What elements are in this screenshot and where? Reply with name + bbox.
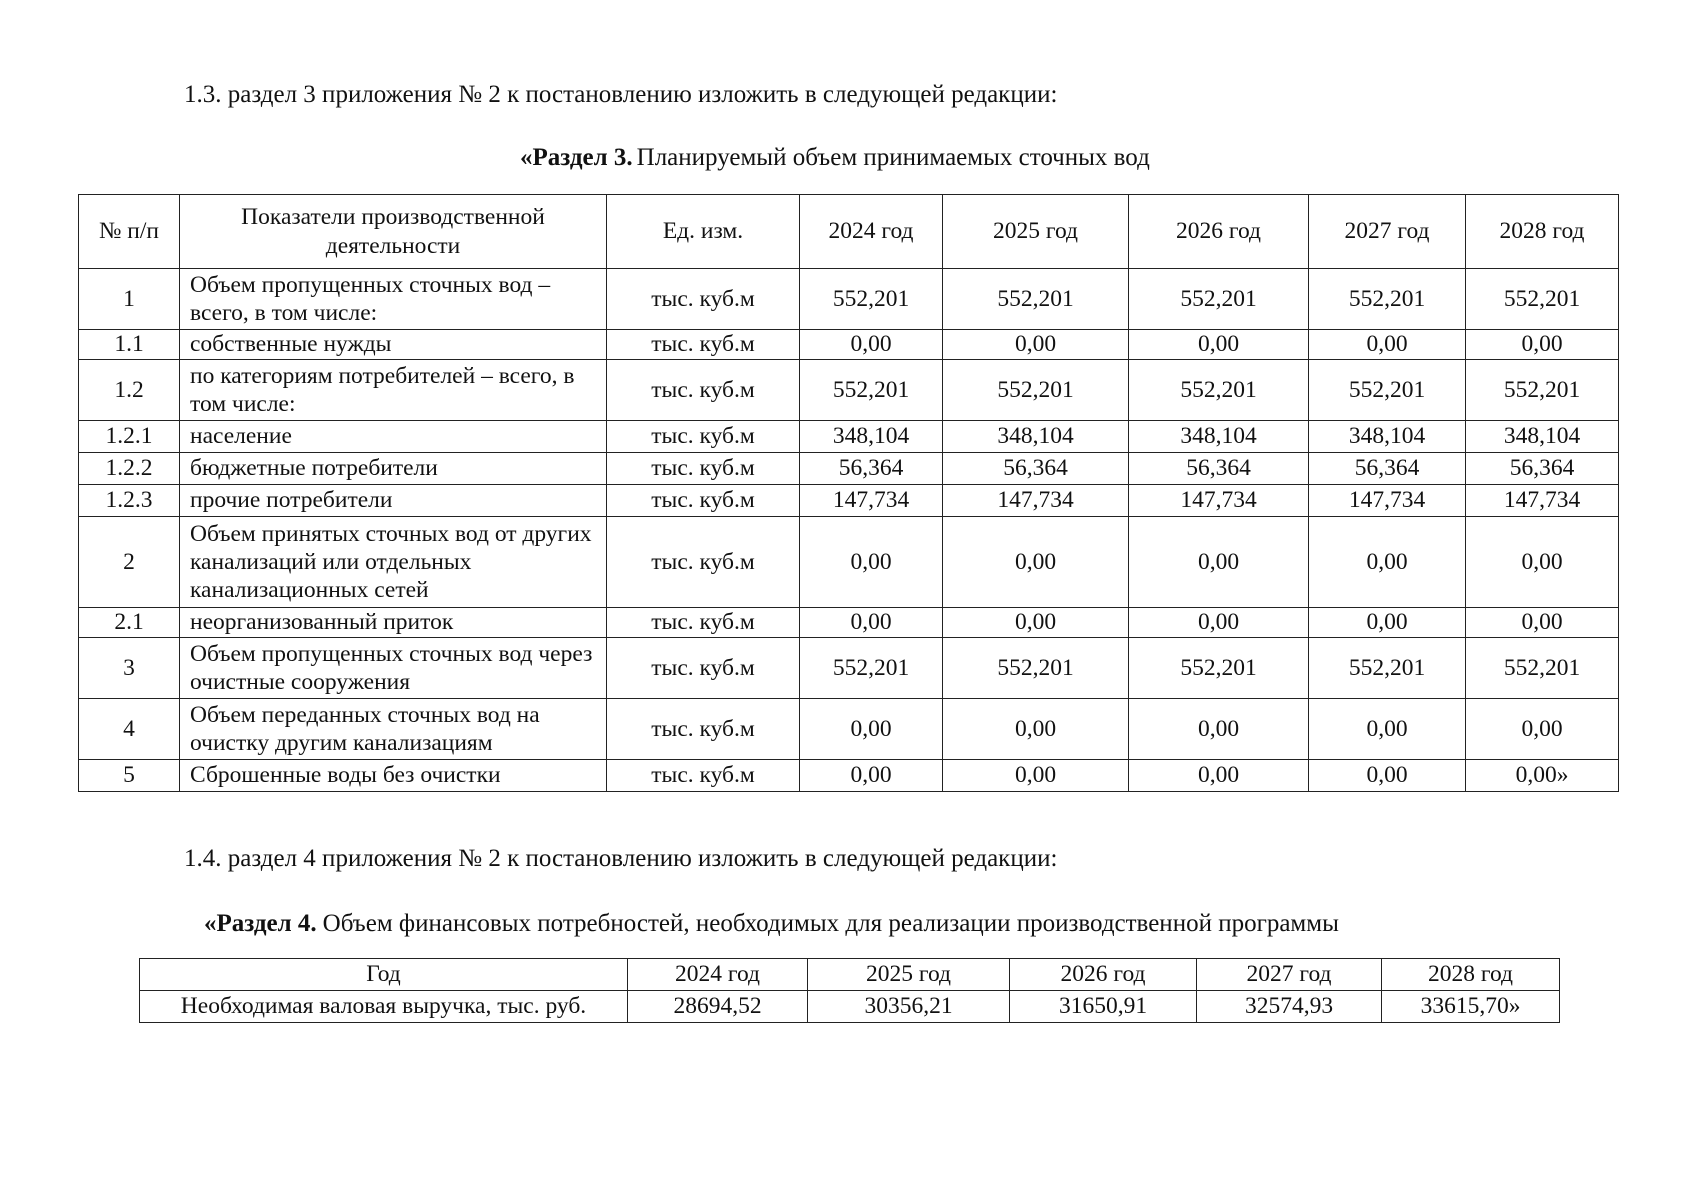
row-number: 1.2.2 <box>79 453 180 485</box>
row-number: 5 <box>79 760 180 792</box>
row-value-2028: 552,201 <box>1466 269 1619 330</box>
row-value-2026: 552,201 <box>1129 638 1309 699</box>
row-value-2025: 56,364 <box>943 453 1129 485</box>
row-value-2028: 0,00 <box>1466 608 1619 638</box>
table4-header-2024: 2024 год <box>628 959 808 991</box>
row-value-2024: 552,201 <box>800 360 943 421</box>
row-value-2024: 0,00 <box>800 330 943 360</box>
row-value-2025: 552,201 <box>943 638 1129 699</box>
row-number: 4 <box>79 699 180 760</box>
row-number: 1.2.3 <box>79 485 180 517</box>
row-value-2027: 348,104 <box>1309 421 1466 453</box>
table-row <box>79 608 1619 638</box>
row-value-2025: 552,201 <box>943 269 1129 330</box>
table4-value-2027: 32574,93 <box>1197 991 1382 1023</box>
row-value-2026: 0,00 <box>1129 517 1309 608</box>
row-number: 1.2.1 <box>79 421 180 453</box>
table-row <box>79 638 1619 699</box>
table3-header-unit: Ед. изм. <box>607 195 800 269</box>
section3-title <box>520 145 1150 170</box>
row-indicator: Объем пропущенных сточных вод через очистные сооружения <box>180 638 607 699</box>
row-unit: тыс. куб.м <box>607 330 800 360</box>
section4-intro: 1.4. раздел 4 приложения № 2 к постановлению изложить в следующей редакции: <box>184 845 1058 872</box>
section4-title-text: Объем финансовых потребностей, необходимых для реализации производственной программы <box>322 910 1339 937</box>
row-value-2027: 552,201 <box>1309 269 1466 330</box>
row-value-2028: 56,364 <box>1466 453 1619 485</box>
row-indicator: неорганизованный приток <box>180 608 607 638</box>
row-value-2027: 147,734 <box>1309 485 1466 517</box>
row-unit: тыс. куб.м <box>607 360 800 421</box>
row-indicator: собственные нужды <box>180 330 607 360</box>
section4-title <box>204 911 1339 936</box>
row-value-2025: 0,00 <box>943 608 1129 638</box>
table4-row-label: Необходимая валовая выручка, тыс. руб. <box>140 991 628 1023</box>
row-value-2026: 0,00 <box>1129 330 1309 360</box>
row-indicator: бюджетные потребители <box>180 453 607 485</box>
table-row <box>79 760 1619 792</box>
row-unit: тыс. куб.м <box>607 608 800 638</box>
row-number: 2.1 <box>79 608 180 638</box>
row-number: 1.1 <box>79 330 180 360</box>
section3-title-text: Планируемый объем принимаемых сточных вод <box>636 144 1150 171</box>
row-value-2024: 348,104 <box>800 421 943 453</box>
row-value-2024: 552,201 <box>800 638 943 699</box>
table3-header-num: № п/п <box>79 195 180 269</box>
table3-header-row <box>79 195 1619 269</box>
row-indicator: Объем принятых сточных вод от других канализаций или отдельных канализационных сетей <box>180 517 607 608</box>
row-value-2027: 56,364 <box>1309 453 1466 485</box>
row-value-2026: 552,201 <box>1129 269 1309 330</box>
row-value-2026: 147,734 <box>1129 485 1309 517</box>
table3-header-2025: 2025 год <box>943 195 1129 269</box>
row-value-2028: 552,201 <box>1466 360 1619 421</box>
table4-value-2025: 30356,21 <box>808 991 1010 1023</box>
table4-header-2027: 2027 год <box>1197 959 1382 991</box>
row-value-2027: 0,00 <box>1309 517 1466 608</box>
row-number: 2 <box>79 517 180 608</box>
row-number: 1 <box>79 269 180 330</box>
row-value-2026: 552,201 <box>1129 360 1309 421</box>
row-value-2027: 0,00 <box>1309 330 1466 360</box>
table-section3 <box>78 194 1619 792</box>
table4-value-2026: 31650,91 <box>1010 991 1197 1023</box>
row-indicator: прочие потребители <box>180 485 607 517</box>
table-row <box>79 330 1619 360</box>
row-value-2024: 552,201 <box>800 269 943 330</box>
row-value-2026: 0,00 <box>1129 608 1309 638</box>
table3-header-2024: 2024 год <box>800 195 943 269</box>
table-row <box>79 453 1619 485</box>
section3-intro: 1.3. раздел 3 приложения № 2 к постановлению изложить в следующей редакции: <box>184 81 1058 108</box>
row-indicator: население <box>180 421 607 453</box>
row-value-2027: 0,00 <box>1309 699 1466 760</box>
row-unit: тыс. куб.м <box>607 269 800 330</box>
table4-data-row <box>140 991 1560 1023</box>
row-unit: тыс. куб.м <box>607 421 800 453</box>
row-value-2024: 147,734 <box>800 485 943 517</box>
row-value-2027: 0,00 <box>1309 608 1466 638</box>
table4-value-2024: 28694,52 <box>628 991 808 1023</box>
table-row <box>79 517 1619 608</box>
row-value-2027: 552,201 <box>1309 360 1466 421</box>
row-value-2025: 147,734 <box>943 485 1129 517</box>
table-row <box>79 269 1619 330</box>
row-indicator: Объем пропущенных сточных вод – всего, в том числе: <box>180 269 607 330</box>
table-row <box>79 699 1619 760</box>
row-indicator: по категориям потребителей – всего, в том числе: <box>180 360 607 421</box>
row-unit: тыс. куб.м <box>607 760 800 792</box>
table-section4 <box>139 958 1560 1023</box>
row-indicator: Сброшенные воды без очистки <box>180 760 607 792</box>
row-value-2025: 0,00 <box>943 330 1129 360</box>
row-value-2027: 552,201 <box>1309 638 1466 699</box>
table3-header-2027: 2027 год <box>1309 195 1466 269</box>
row-value-2024: 56,364 <box>800 453 943 485</box>
table-row <box>79 360 1619 421</box>
table4-header-2026: 2026 год <box>1010 959 1197 991</box>
table4-header-2028: 2028 год <box>1382 959 1560 991</box>
table4-header-row <box>140 959 1560 991</box>
row-value-2025: 348,104 <box>943 421 1129 453</box>
row-unit: тыс. куб.м <box>607 638 800 699</box>
row-unit: тыс. куб.м <box>607 453 800 485</box>
row-indicator: Объем переданных сточных вод на очистку другим канализациям <box>180 699 607 760</box>
row-value-2024: 0,00 <box>800 699 943 760</box>
row-value-2028: 0,00» <box>1466 760 1619 792</box>
row-value-2026: 0,00 <box>1129 699 1309 760</box>
row-value-2028: 147,734 <box>1466 485 1619 517</box>
table3-header-indicator: Показатели производственной деятельности <box>180 195 607 269</box>
table-row <box>79 421 1619 453</box>
section4-title-bold: «Раздел 4. <box>204 910 317 937</box>
section3-title-bold: «Раздел 3. <box>520 144 633 171</box>
table-row <box>79 485 1619 517</box>
row-number: 3 <box>79 638 180 699</box>
row-value-2024: 0,00 <box>800 608 943 638</box>
row-unit: тыс. куб.м <box>607 699 800 760</box>
row-unit: тыс. куб.м <box>607 485 800 517</box>
table3-header-2026: 2026 год <box>1129 195 1309 269</box>
row-value-2028: 552,201 <box>1466 638 1619 699</box>
table4-header-year: Год <box>140 959 628 991</box>
table4-value-2028: 33615,70» <box>1382 991 1560 1023</box>
row-value-2028: 0,00 <box>1466 699 1619 760</box>
row-value-2024: 0,00 <box>800 760 943 792</box>
row-value-2026: 348,104 <box>1129 421 1309 453</box>
row-value-2025: 552,201 <box>943 360 1129 421</box>
row-value-2028: 0,00 <box>1466 330 1619 360</box>
row-value-2026: 56,364 <box>1129 453 1309 485</box>
table3-header-2028: 2028 год <box>1466 195 1619 269</box>
row-value-2028: 348,104 <box>1466 421 1619 453</box>
row-value-2024: 0,00 <box>800 517 943 608</box>
row-value-2026: 0,00 <box>1129 760 1309 792</box>
row-value-2025: 0,00 <box>943 699 1129 760</box>
row-value-2027: 0,00 <box>1309 760 1466 792</box>
row-unit: тыс. куб.м <box>607 517 800 608</box>
row-value-2025: 0,00 <box>943 760 1129 792</box>
row-value-2028: 0,00 <box>1466 517 1619 608</box>
table4-header-2025: 2025 год <box>808 959 1010 991</box>
row-number: 1.2 <box>79 360 180 421</box>
row-value-2025: 0,00 <box>943 517 1129 608</box>
